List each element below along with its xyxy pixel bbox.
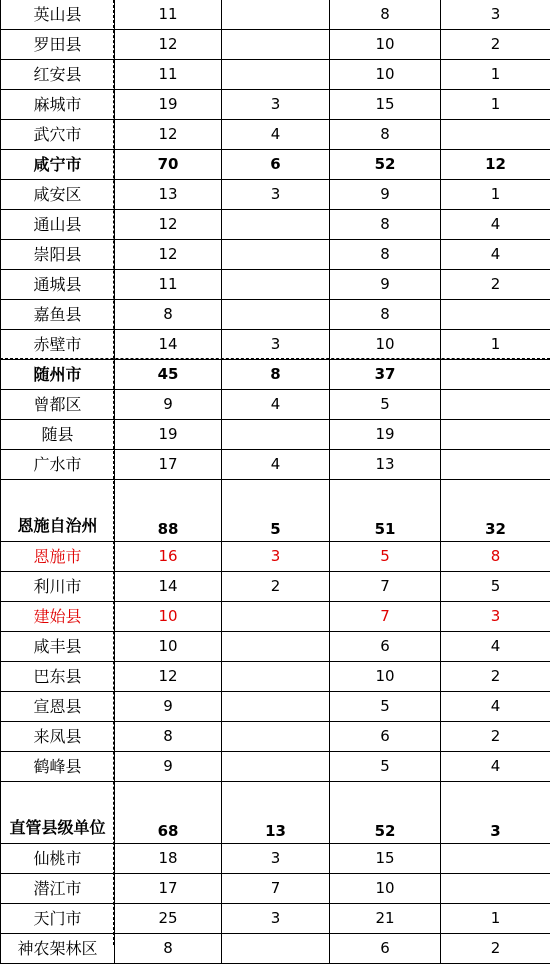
value-cell: 9	[115, 752, 222, 782]
value-cell	[441, 420, 550, 450]
value-cell: 21	[330, 904, 441, 934]
subtotal-row	[1, 360, 550, 390]
value-cell: 2	[441, 722, 550, 752]
value-cell: 19	[330, 420, 441, 450]
value-cell: 13	[115, 180, 222, 210]
region-name-cell: 罗田县	[1, 30, 115, 60]
region-name-cell: 巴东县	[1, 662, 115, 692]
value-cell: 4	[222, 390, 330, 420]
region-name-cell: 仙桃市	[1, 844, 115, 874]
table-row	[1, 240, 550, 270]
value-cell: 8	[115, 300, 222, 330]
value-cell: 12	[115, 662, 222, 692]
value-cell: 1	[441, 60, 550, 90]
value-cell	[222, 270, 330, 300]
table-row	[1, 90, 550, 120]
table-row	[1, 210, 550, 240]
value-cell	[222, 30, 330, 60]
table-row	[1, 0, 550, 30]
value-cell: 12	[115, 240, 222, 270]
value-cell: 7	[330, 602, 441, 632]
value-cell: 3	[441, 602, 550, 632]
region-name-cell: 咸丰县	[1, 632, 115, 662]
value-cell: 7	[330, 572, 441, 602]
value-cell: 51	[330, 480, 441, 542]
value-cell: 2	[222, 572, 330, 602]
value-cell: 3	[222, 330, 330, 360]
value-cell	[222, 240, 330, 270]
value-cell	[222, 632, 330, 662]
value-cell: 2	[441, 934, 550, 964]
value-cell	[222, 420, 330, 450]
table-row	[1, 450, 550, 480]
table-row	[1, 420, 550, 450]
value-cell: 1	[441, 330, 550, 360]
value-cell: 2	[441, 270, 550, 300]
value-cell: 88	[115, 480, 222, 542]
value-cell: 4	[222, 450, 330, 480]
value-cell: 5	[222, 480, 330, 542]
table-row	[1, 180, 550, 210]
value-cell: 3	[222, 90, 330, 120]
value-cell: 11	[115, 60, 222, 90]
page-break-line-vertical	[113, 0, 114, 945]
value-cell: 5	[330, 752, 441, 782]
value-cell: 5	[441, 572, 550, 602]
value-cell: 12	[441, 150, 550, 180]
table-row	[1, 60, 550, 90]
value-cell: 5	[330, 692, 441, 722]
region-name-cell: 麻城市	[1, 90, 115, 120]
value-cell	[441, 390, 550, 420]
region-name-cell: 恩施市	[1, 542, 115, 572]
value-cell: 2	[441, 662, 550, 692]
value-cell: 7	[222, 874, 330, 904]
value-cell	[441, 450, 550, 480]
value-cell: 18	[115, 844, 222, 874]
value-cell: 68	[115, 782, 222, 844]
value-cell: 10	[330, 60, 441, 90]
value-cell: 6	[330, 934, 441, 964]
region-name-cell: 来凤县	[1, 722, 115, 752]
value-cell: 52	[330, 782, 441, 844]
value-cell: 37	[330, 360, 441, 390]
value-cell: 3	[222, 844, 330, 874]
table-row	[1, 692, 550, 722]
value-cell: 8	[330, 300, 441, 330]
region-name-cell: 通山县	[1, 210, 115, 240]
value-cell: 9	[115, 390, 222, 420]
value-cell: 4	[441, 240, 550, 270]
table-row	[1, 722, 550, 752]
subtotal-row	[1, 782, 550, 844]
value-cell	[222, 60, 330, 90]
region-name-cell: 利川市	[1, 572, 115, 602]
value-cell: 4	[222, 120, 330, 150]
table-row	[1, 300, 550, 330]
value-cell: 3	[222, 180, 330, 210]
value-cell: 12	[115, 30, 222, 60]
value-cell: 12	[115, 210, 222, 240]
value-cell: 11	[115, 0, 222, 30]
value-cell: 10	[115, 602, 222, 632]
value-cell	[222, 602, 330, 632]
value-cell: 1	[441, 904, 550, 934]
region-name-cell: 咸安区	[1, 180, 115, 210]
value-cell: 32	[441, 480, 550, 542]
table-row	[1, 30, 550, 60]
value-cell: 6	[222, 150, 330, 180]
value-cell	[441, 874, 550, 904]
value-cell: 17	[115, 450, 222, 480]
region-name-cell: 咸宁市	[1, 150, 115, 180]
value-cell: 8	[115, 934, 222, 964]
value-cell: 10	[330, 662, 441, 692]
subtotal-row	[1, 480, 550, 542]
value-cell: 8	[441, 542, 550, 572]
table-row	[1, 120, 550, 150]
table-row	[1, 874, 550, 904]
value-cell	[222, 722, 330, 752]
value-cell: 10	[330, 330, 441, 360]
region-name-cell: 武穴市	[1, 120, 115, 150]
value-cell: 4	[441, 632, 550, 662]
value-cell: 3	[222, 542, 330, 572]
value-cell: 15	[330, 90, 441, 120]
region-name-cell: 恩施自治州	[1, 480, 115, 542]
table-row	[1, 632, 550, 662]
value-cell: 15	[330, 844, 441, 874]
value-cell: 11	[115, 270, 222, 300]
value-cell: 3	[222, 904, 330, 934]
region-name-cell: 英山县	[1, 0, 115, 30]
region-name-cell: 神农架林区	[1, 934, 115, 964]
value-cell: 14	[115, 330, 222, 360]
highlighted-row	[1, 602, 550, 632]
value-cell	[222, 0, 330, 30]
value-cell: 8	[330, 0, 441, 30]
region-name-cell: 曾都区	[1, 390, 115, 420]
table-row	[1, 934, 550, 964]
value-cell	[441, 360, 550, 390]
region-name-cell: 随县	[1, 420, 115, 450]
value-cell	[441, 300, 550, 330]
value-cell: 10	[115, 632, 222, 662]
subtotal-row	[1, 150, 550, 180]
value-cell	[222, 300, 330, 330]
region-name-cell: 天门市	[1, 904, 115, 934]
value-cell: 4	[441, 752, 550, 782]
value-cell: 19	[115, 420, 222, 450]
value-cell: 3	[441, 782, 550, 844]
table-row	[1, 844, 550, 874]
value-cell: 12	[115, 120, 222, 150]
value-cell: 6	[330, 722, 441, 752]
value-cell: 16	[115, 542, 222, 572]
region-name-cell: 红安县	[1, 60, 115, 90]
table-row	[1, 270, 550, 300]
value-cell: 8	[115, 722, 222, 752]
value-cell	[222, 692, 330, 722]
value-cell: 14	[115, 572, 222, 602]
value-cell: 9	[330, 270, 441, 300]
table-row	[1, 904, 550, 934]
value-cell: 13	[330, 450, 441, 480]
value-cell: 10	[330, 30, 441, 60]
value-cell: 9	[115, 692, 222, 722]
value-cell: 8	[330, 120, 441, 150]
region-name-cell: 宣恩县	[1, 692, 115, 722]
value-cell: 6	[330, 632, 441, 662]
table-row	[1, 330, 550, 360]
page-break-line-horizontal	[0, 358, 550, 359]
region-name-cell: 建始县	[1, 602, 115, 632]
value-cell: 5	[330, 390, 441, 420]
value-cell: 8	[330, 210, 441, 240]
value-cell: 19	[115, 90, 222, 120]
value-cell: 9	[330, 180, 441, 210]
value-cell: 52	[330, 150, 441, 180]
region-name-cell: 赤壁市	[1, 330, 115, 360]
table-row	[1, 662, 550, 692]
region-name-cell: 广水市	[1, 450, 115, 480]
region-name-cell: 直管县级单位	[1, 782, 115, 844]
value-cell: 10	[330, 874, 441, 904]
value-cell	[222, 752, 330, 782]
value-cell: 3	[441, 0, 550, 30]
value-cell: 8	[222, 360, 330, 390]
value-cell: 13	[222, 782, 330, 844]
value-cell	[441, 120, 550, 150]
value-cell: 2	[441, 30, 550, 60]
value-cell	[441, 844, 550, 874]
value-cell	[222, 662, 330, 692]
value-cell	[222, 210, 330, 240]
value-cell: 8	[330, 240, 441, 270]
region-name-cell: 随州市	[1, 360, 115, 390]
value-cell: 17	[115, 874, 222, 904]
table-row	[1, 572, 550, 602]
region-name-cell: 崇阳县	[1, 240, 115, 270]
region-name-cell: 嘉鱼县	[1, 300, 115, 330]
region-name-cell: 潜江市	[1, 874, 115, 904]
value-cell	[222, 934, 330, 964]
value-cell: 25	[115, 904, 222, 934]
value-cell: 1	[441, 180, 550, 210]
value-cell: 5	[330, 542, 441, 572]
value-cell: 70	[115, 150, 222, 180]
value-cell: 1	[441, 90, 550, 120]
highlighted-row	[1, 542, 550, 572]
value-cell: 4	[441, 692, 550, 722]
table-row	[1, 752, 550, 782]
table-row	[1, 390, 550, 420]
region-name-cell: 鹤峰县	[1, 752, 115, 782]
value-cell: 45	[115, 360, 222, 390]
value-cell: 4	[441, 210, 550, 240]
region-name-cell: 通城县	[1, 270, 115, 300]
